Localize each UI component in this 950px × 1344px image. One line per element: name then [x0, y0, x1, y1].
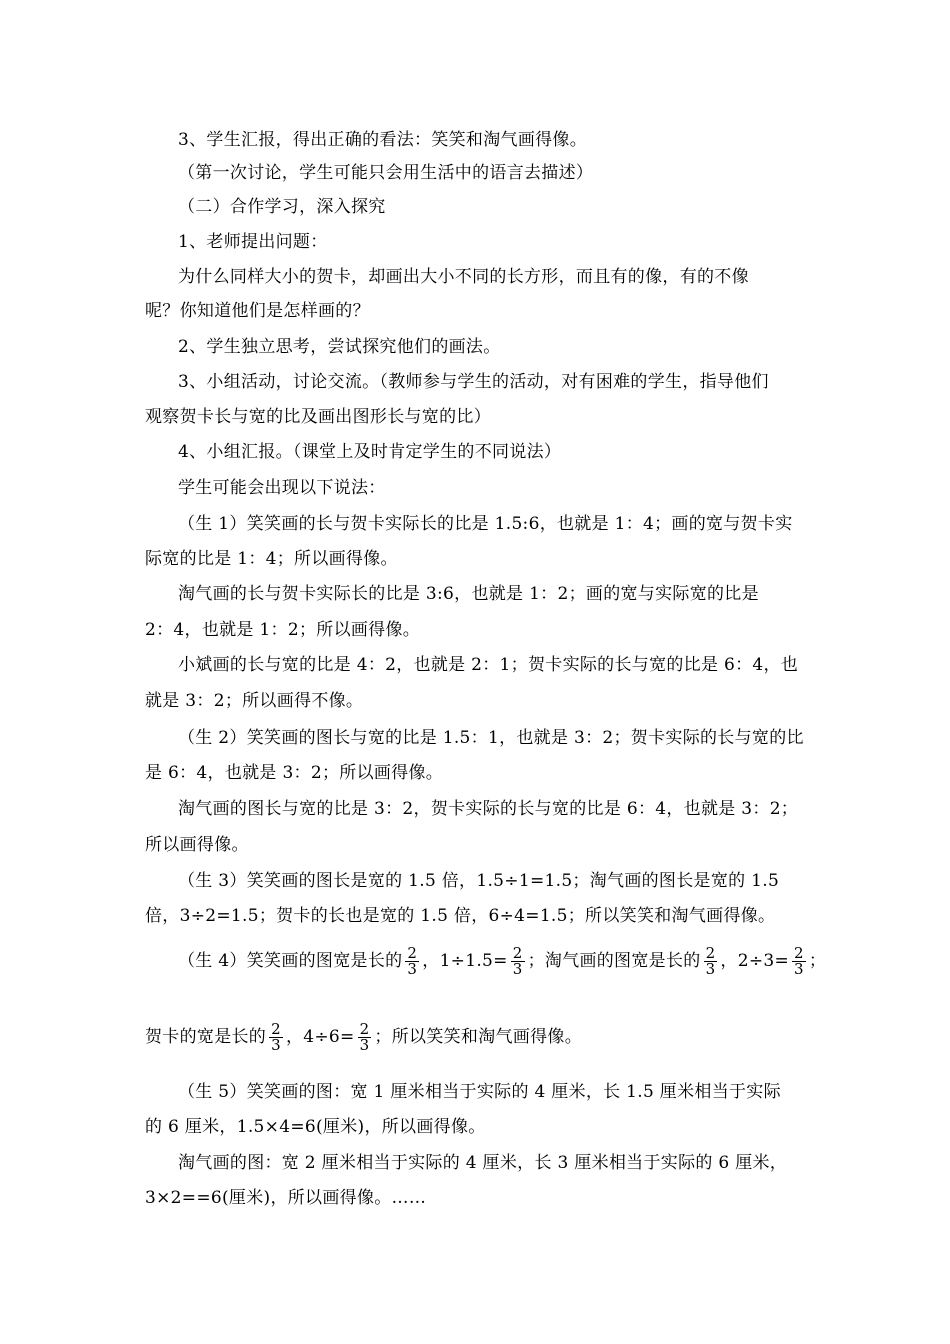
- text-line: 小斌画的长与宽的比是 4：2，也就是 2：1；贺卡实际的长与宽的比是 6：4，也: [178, 655, 799, 675]
- fraction-numerator: 2: [359, 1020, 370, 1038]
- fraction-line: [178, 944, 826, 978]
- text-segment: ，4÷6=: [285, 1027, 355, 1047]
- text-line: 际宽的比是 1：4；所以画得像。: [145, 549, 398, 569]
- fraction: [405, 946, 419, 977]
- text-line: 倍，3÷2=1.5；贺卡的长也是宽的 1.5 倍，6÷4=1.5；所以笑笑和淘气画得像。: [145, 906, 776, 926]
- text-line: 观察贺卡长与宽的比及画出图形长与宽的比）: [145, 407, 491, 427]
- fraction-numerator: 2: [705, 944, 716, 962]
- fraction-denominator: 3: [407, 960, 418, 978]
- text-line: （生 2）笑笑画的图长与宽的比是 1.5：1，也就是 3：2；贺卡实际的长与宽的比: [178, 728, 804, 748]
- fraction: [704, 946, 718, 977]
- fraction-numerator: 2: [512, 944, 523, 962]
- text-segment: （生 4）笑笑画的图宽是长的: [178, 951, 403, 971]
- text-segment: ；所以笑笑和淘气画得像。: [374, 1027, 583, 1047]
- text-segment: ，2÷3=: [720, 951, 790, 971]
- text-line: 就是 3：2；所以画得不像。: [145, 691, 364, 711]
- text-line: 3×2==6(厘米)，所以画得像。……: [145, 1188, 427, 1208]
- text-line: 的 6 厘米，1.5×4=6(厘米)，所以画得像。: [145, 1117, 486, 1137]
- text-line: 3、小组活动，讨论交流。（教师参与学生的活动，对有困难的学生，指导他们: [178, 372, 769, 392]
- text-line: （生 5）笑笑画的图：宽 1 厘米相当于实际的 4 厘米，长 1.5 厘米相当于实际: [178, 1082, 781, 1102]
- fraction-numerator: 2: [407, 944, 418, 962]
- text-line: 1、老师提出问题：: [178, 232, 328, 252]
- text-line: 2、学生独立思考，尝试探究他们的画法。: [178, 337, 501, 357]
- text-line: 为什么同样大小的贺卡，却画出大小不同的长方形，而且有的像，有的不像: [178, 267, 749, 287]
- text-line: 4、小组汇报。（课堂上及时肯定学生的不同说法）: [178, 442, 562, 462]
- fraction: [792, 946, 806, 977]
- fraction-numerator: 2: [794, 944, 804, 962]
- fraction-denominator: 3: [359, 1036, 370, 1054]
- text-line: （第一次讨论，学生可能只会用生活中的语言去描述）: [178, 163, 594, 183]
- fraction: [269, 1022, 283, 1053]
- text-segment: ；淘气画的图宽是长的: [527, 951, 701, 971]
- text-segment: ；: [808, 951, 827, 971]
- fraction: [511, 946, 525, 977]
- text-segment: ，1÷1.5=: [422, 951, 508, 971]
- fraction-denominator: 3: [512, 960, 523, 978]
- text-line: 3、学生汇报，得出正确的看法：笑笑和淘气画得像。: [178, 130, 588, 150]
- fraction: [358, 1022, 372, 1053]
- fraction-denominator: 3: [705, 960, 716, 978]
- fraction-denominator: 3: [794, 960, 804, 978]
- text-line: 所以画得像。: [145, 835, 249, 855]
- fraction-denominator: 3: [271, 1036, 281, 1054]
- text-line: 学生可能会出现以下说法：: [178, 478, 386, 498]
- text-line: 2：4，也就是 1：2；所以画得像。: [145, 620, 421, 640]
- text-line: 淘气画的长与贺卡实际长的比是 3:6，也就是 1：2；画的宽与实际宽的比是: [178, 584, 759, 604]
- text-line: 淘气画的图长与宽的比是 3：2，贺卡实际的长与宽的比是 6：4，也就是 3：2；: [178, 799, 799, 819]
- text-segment: 贺卡的宽是长的: [145, 1027, 267, 1047]
- text-line: 是 6：4，也就是 3：2；所以画得像。: [145, 763, 444, 783]
- fraction-line: [145, 1020, 582, 1054]
- text-line: 呢？你知道他们是怎样画的？: [145, 301, 370, 321]
- text-line: （生 3）笑笑画的图长是宽的 1.5 倍，1.5÷1=1.5；淘气画的图长是宽的 1.5: [178, 871, 780, 891]
- section-heading: （二）合作学习，深入探究: [178, 197, 386, 217]
- fraction-numerator: 2: [271, 1020, 281, 1038]
- text-line: （生 1）笑笑画的长与贺卡实际长的比是 1.5:6，也就是 1：4；画的宽与贺卡实: [178, 514, 793, 534]
- text-line: 淘气画的图：宽 2 厘米相当于实际的 4 厘米，长 3 厘米相当于实际的 6 厘米，: [178, 1153, 788, 1173]
